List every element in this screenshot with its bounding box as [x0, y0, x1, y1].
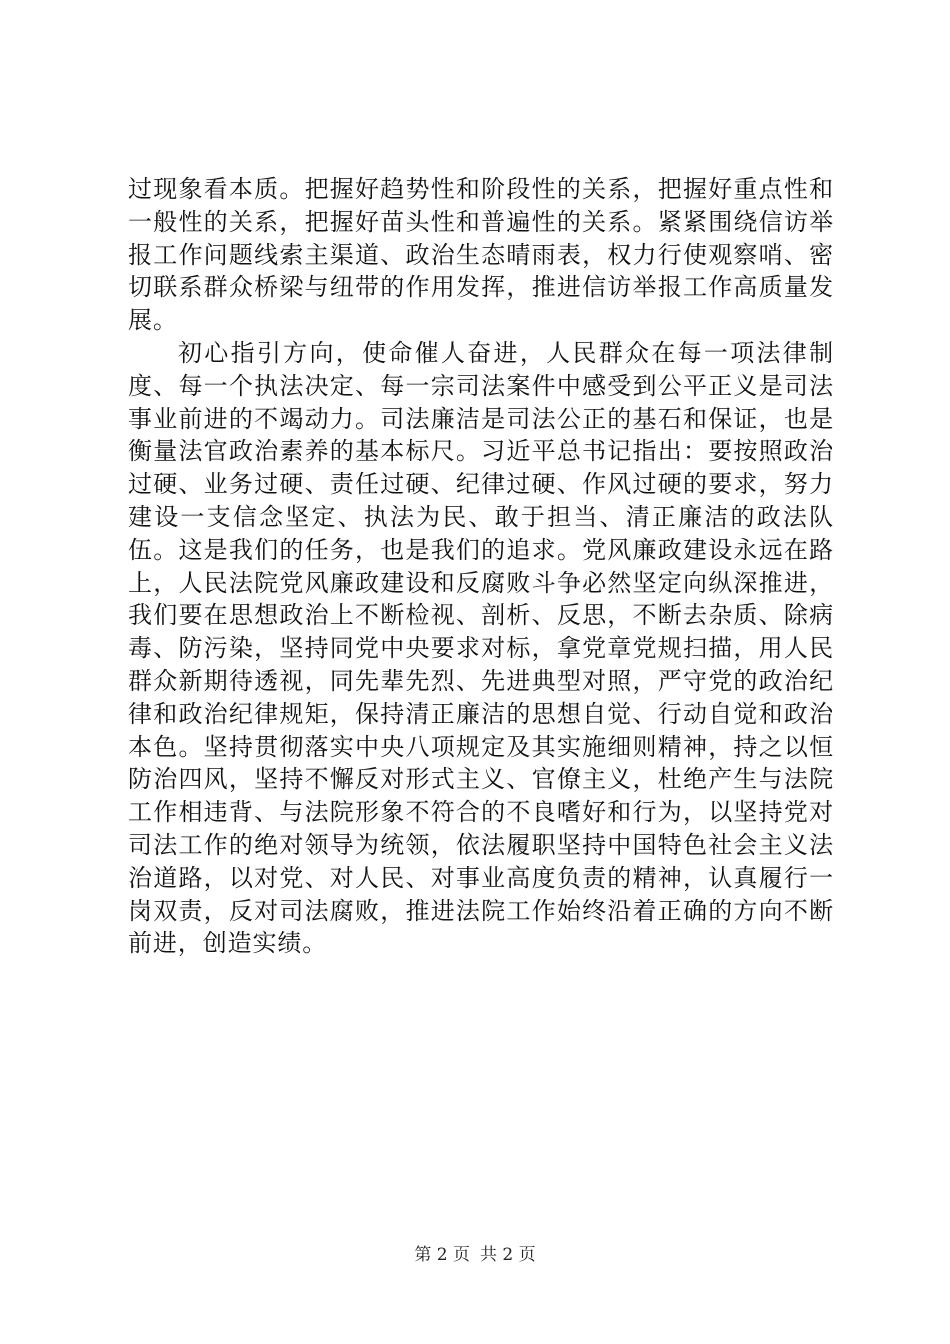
paragraph-1: 过现象看本质。把握好趋势性和阶段性的关系，把握好重点性和一般性的关系，把握好苗头性和普遍性的关系。紧紧围绕信访举报工作问题线索主渠道、政治生态晴雨表，权力行使观察哨、密切联系群众桥梁与纽带的作用发挥，推进信访举报工作高质量发展。: [128, 175, 834, 335]
page-total: 共 2 页: [480, 1245, 536, 1265]
paragraph-2: 初心指引方向，使命催人奋进，人民群众在每一项法律制度、每一个执法决定、每一宗司法案件中感受到公平正义是司法事业前进的不竭动力。司法廉洁是司法公正的基石和保证，也是衡量法官政治素养的基本标尺。习近平总书记指出：要按照政治过硬、业务过硬、责任过硬、纪律过硬、作风过硬的要求，努力建设一支信念坚定、执法为民、敢于担当、清正廉洁的政法队伍。这是我们的任务，也是我们的追求。党风廉政建设永远在路上，人民法院党风廉政建设和反腐败斗争必然坚定向纵深推进，我们要在思想政治上不断检视、剖析、反思，不断去杂质、除病毒、防污染，坚持同党中央要求对标，拿党章党规扫描，用人民群众新期待透视，同先辈先烈、先进典型对照，严守党的政治纪律和政治纪律规矩，保持清正廉洁的思想自觉、行动自觉和政治本色。坚持贯彻落实中央八项规定及其实施细则精神，持之以恒防治四风，坚持不懈反对形式主义、官僚主义，杜绝产生与法院工作相违背、与法院形象不符合的不良嗜好和行为，以坚持党对司法工作的绝对领导为统领，依法履职坚持中国特色社会主义法治道路，以对党、对人民、对事业高度负责的精神，认真履行一岗双责，反对司法腐败，推进法院工作始终沿着正确的方向不断前进，创造实绩。: [128, 338, 834, 958]
page-number: 第 2 页: [414, 1245, 470, 1265]
document-body: [128, 173, 834, 960]
page-footer: [0, 1244, 950, 1266]
